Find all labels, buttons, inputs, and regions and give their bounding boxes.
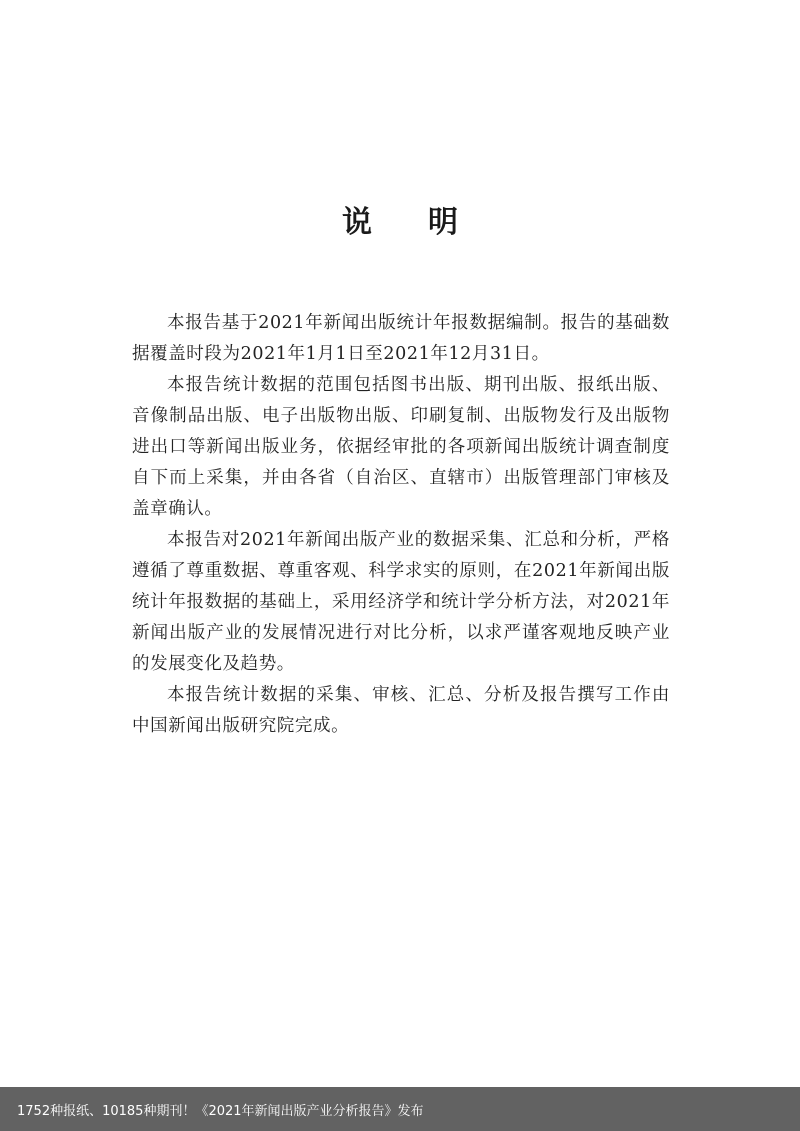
document-body [132, 308, 670, 742]
paragraph-methodology: 本报告对2021年新闻出版产业的数据采集、汇总和分析，严格遵循了尊重数据、尊重客观、科学求实的原则，在2021年新闻出版统计年报数据的基础上，采用经济学和统计学分析方法，对2021年新闻出版产业的发展情况进行对比分析，以求严谨客观地反映产业的发展变化及趋势。 [132, 530, 670, 674]
caption-bar [0, 1087, 800, 1131]
paragraph-data-scope: 本报告基于2021年新闻出版统计年报数据编制。报告的基础数据覆盖时段为2021年1月1日至2021年12月31日。 [132, 313, 670, 364]
caption-text: 1752种报纸、10185种期刊！《2021年新闻出版产业分析报告》发布 [17, 1103, 424, 1119]
paragraph-statistics-range: 本报告统计数据的范围包括图书出版、期刊出版、报纸出版、音像制品出版、电子出版物出版、印刷复制、出版物发行及出版物进出口等新闻出版业务，依据经审批的各项新闻出版统计调查制度自下而上采集，并由各省（自治区、直辖市）出版管理部门审核及盖章确认。 [132, 375, 670, 519]
page-title: 说明 [342, 205, 514, 240]
paragraph-authorship: 本报告统计数据的采集、审核、汇总、分析及报告撰写工作由中国新闻出版研究院完成。 [132, 685, 670, 736]
